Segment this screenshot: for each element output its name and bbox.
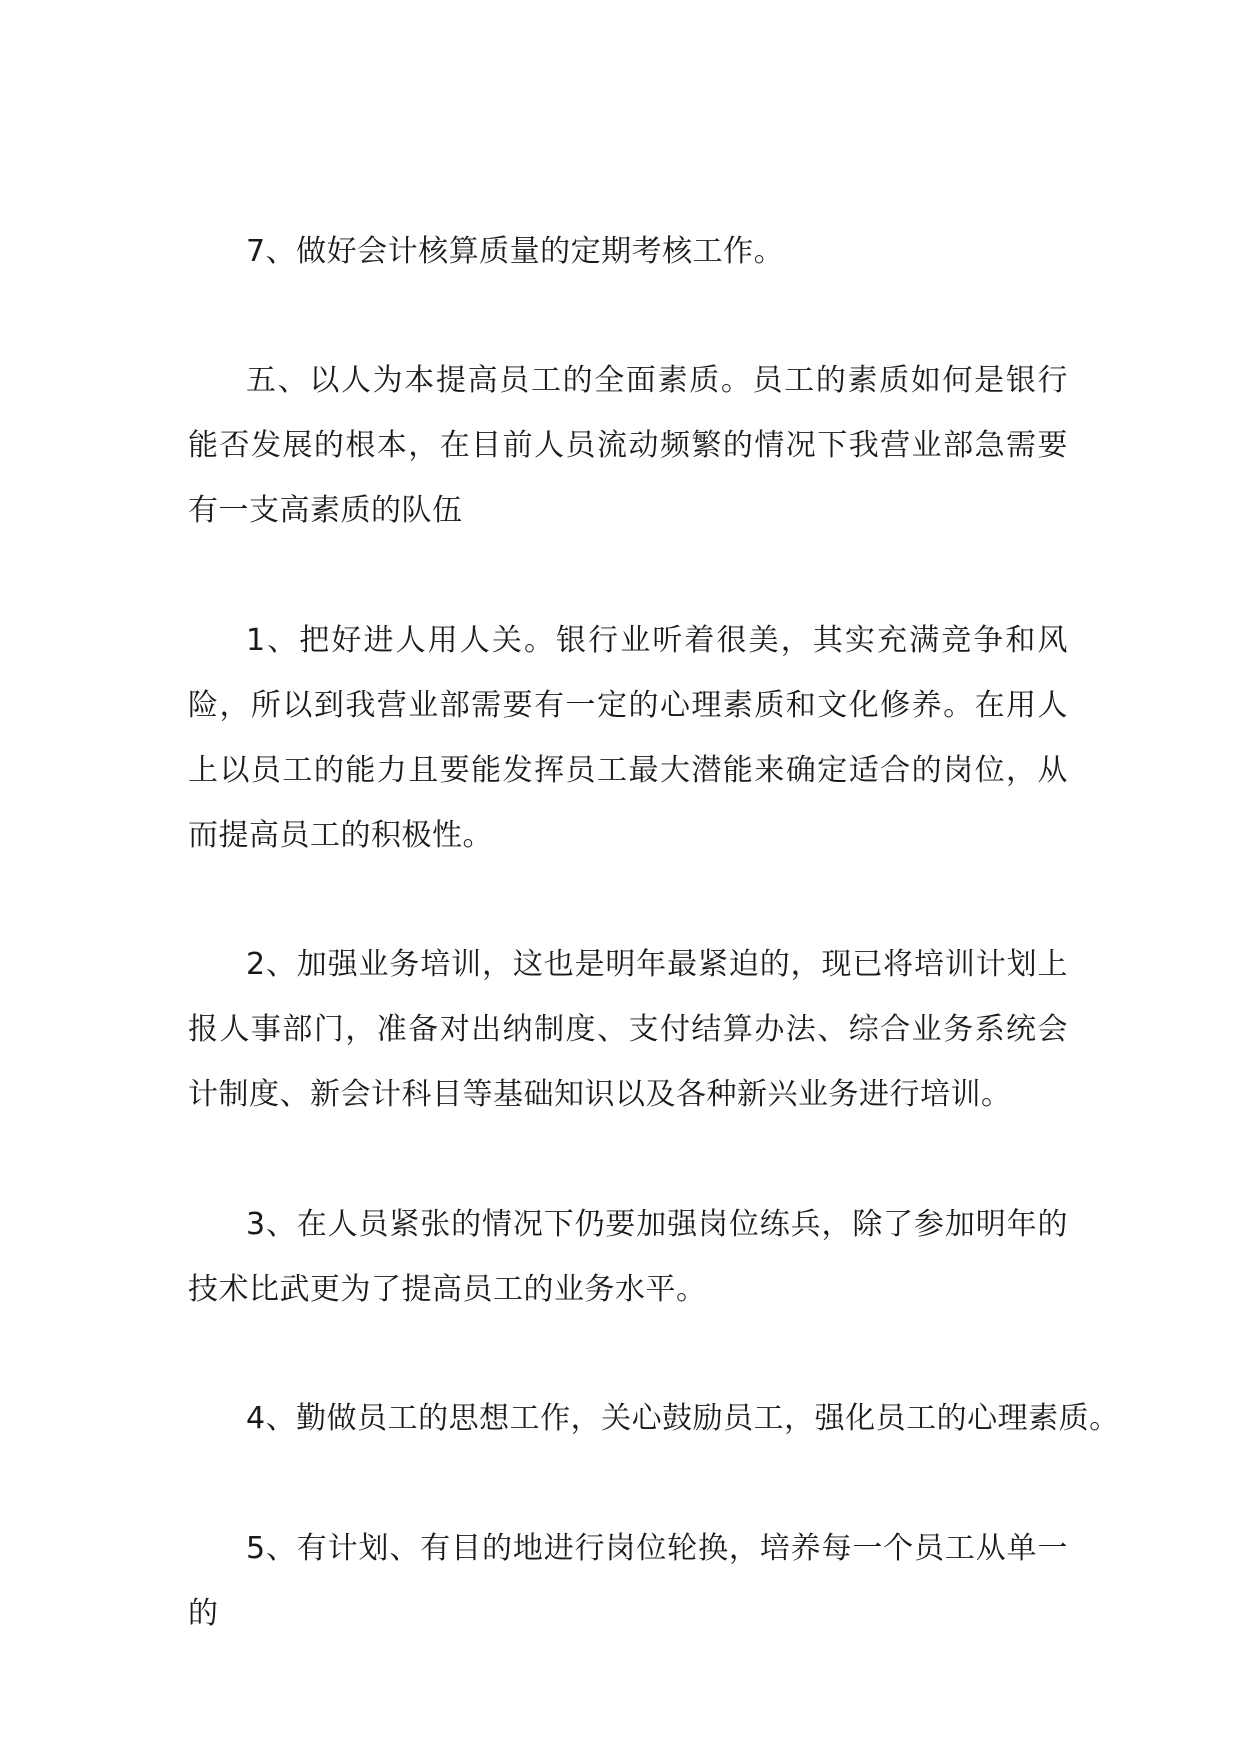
paragraph-item-3: 3、在人员紧张的情况下仍要加强岗位练兵，除了参加明年的技术比武更为了提高员工的业务水平。 bbox=[188, 1207, 1068, 1307]
paragraph-item-4: 4、勤做员工的思想工作，关心鼓励员工，强化员工的心理素质。 bbox=[246, 1401, 1120, 1436]
paragraph-item-2: 2、加强业务培训，这也是明年最紧迫的，现已将培训计划上报人事部门，准备对出纳制度、支付结算办法、综合业务系统会计制度、新会计科目等基础知识以及各种新兴业务进行培训。 bbox=[188, 947, 1068, 1112]
paragraph-section-five: 五、以人为本提高员工的全面素质。员工的素质如何是银行能否发展的根本，在目前人员流动频繁的情况下我营业部急需要有一支高素质的队伍 bbox=[188, 363, 1068, 528]
paragraph-item-7: 7、做好会计核算质量的定期考核工作。 bbox=[246, 234, 785, 269]
paragraph-item-5: 5、有计划、有目的地进行岗位轮换，培养每一个员工从单一的 bbox=[188, 1531, 1068, 1631]
paragraph-item-1: 1、把好进人用人关。银行业听着很美，其实充满竞争和风险，所以到我营业部需要有一定的心理素质和文化修养。在用人上以员工的能力且要能发挥员工最大潜能来确定适合的岗位，从而提高员工的积极性。 bbox=[188, 623, 1068, 853]
